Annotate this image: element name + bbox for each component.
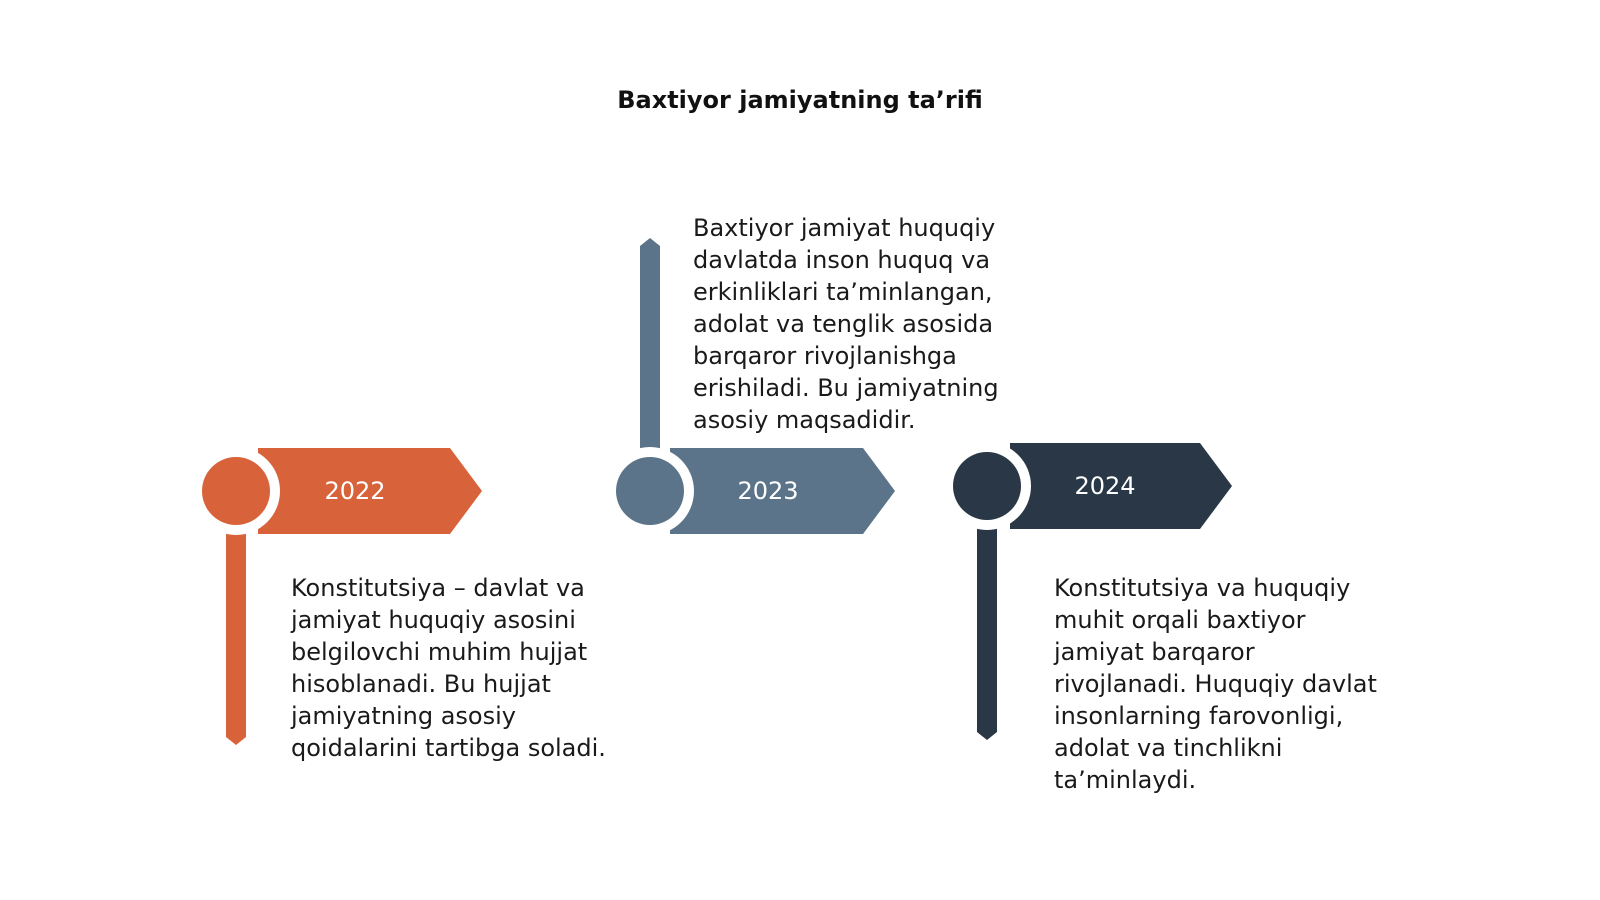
description-2022: Konstitutsiya – davlat va jamiyat huquqiy asosini belgilovchi muhim hujjat hisoblanadi. Bu hujjat jamiyatning asosiy qoidalarini tartibga soladi. <box>291 574 606 762</box>
node-2023 <box>616 457 684 525</box>
description-2023: Baxtiyor jamiyat huquqiy davlatda inson huquq va erkinliklari ta’minlangan, adolat va tenglik asosida barqaror rivojlanishga erishiladi. Bu jamiyatning asosiy maqsadidir. <box>693 214 999 434</box>
year-label-2023: 2023 <box>737 477 799 505</box>
description-2024: Konstitutsiya va huquqiy muhit orqali baxtiyor jamiyat barqaror rivojlanadi. Huquqiy davlat insonlarning farovonligi, adolat va tinchlikni ta’minlaydi. <box>1054 574 1377 794</box>
year-label-2024: 2024 <box>1074 472 1136 500</box>
node-2022 <box>202 457 270 525</box>
stem-2022 <box>226 532 246 745</box>
stem-2023 <box>640 238 660 450</box>
year-label-2022: 2022 <box>324 477 386 505</box>
slide-title: Baxtiyor jamiyatning ta’rifi <box>617 86 983 114</box>
node-2024 <box>953 452 1021 520</box>
stem-2024 <box>977 527 997 740</box>
